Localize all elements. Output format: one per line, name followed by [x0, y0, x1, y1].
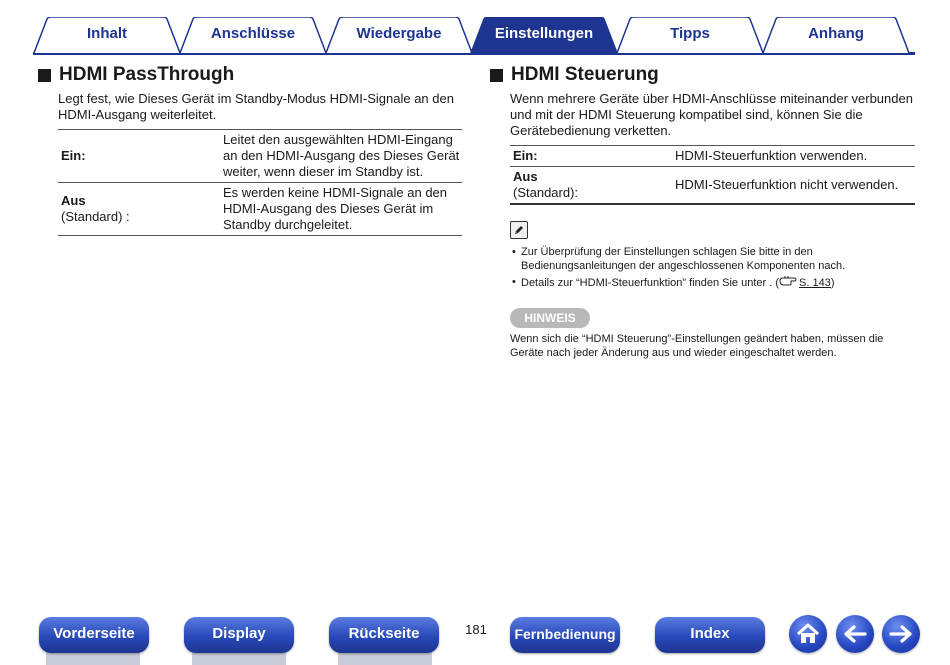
- section-title: HDMI PassThrough: [59, 64, 235, 85]
- tab-label: Anhang: [808, 25, 864, 42]
- table-row: [58, 183, 462, 236]
- tab-label: Einstellungen: [494, 25, 594, 42]
- option-name-cell: [58, 183, 220, 236]
- index-button[interactable]: Index: [655, 617, 765, 653]
- home-button[interactable]: [789, 615, 827, 653]
- hdmi-steuerung-section: [490, 64, 918, 360]
- section-title: HDMI Steuerung: [511, 64, 659, 85]
- table-row: [58, 130, 462, 183]
- square-bullet-icon: [38, 69, 51, 82]
- table-row: [510, 167, 915, 205]
- forward-arrow-icon: [888, 624, 914, 644]
- tab-tipps[interactable]: [616, 17, 764, 53]
- options-table: [510, 145, 915, 205]
- tab-anschlusse[interactable]: [179, 17, 327, 53]
- option-name: Aus: [61, 193, 86, 208]
- back-button[interactable]: [836, 615, 874, 653]
- notes-list: [512, 245, 918, 290]
- option-name-cell: [58, 130, 220, 183]
- page-reference-link[interactable]: [779, 275, 831, 290]
- option-name-cell: [510, 167, 672, 205]
- vorderseite-button[interactable]: Vorderseite: [39, 617, 149, 653]
- option-suffix: (Standard):: [513, 185, 579, 200]
- option-text: HDMI-Steuerfunktion verwenden.: [675, 148, 868, 163]
- display-button[interactable]: Display: [184, 617, 294, 653]
- option-suffix: (Standard) :: [61, 209, 130, 224]
- pencil-icon: [510, 221, 528, 239]
- note-text: Zur Überprüfung der Einstellungen schlagen Sie bitte in den Bedienungsanleitungen der angeschlossenen Komponenten nach.: [521, 246, 846, 272]
- page-reference[interactable]: S. 143: [799, 277, 831, 289]
- option-name: Ein:: [513, 148, 538, 163]
- tab-anhang[interactable]: [762, 17, 910, 53]
- option-name: Ein:: [61, 148, 86, 163]
- section-description: Legt fest, wie Dieses Gerät im Standby-Modus HDMI-Signale an den HDMI-Ausgang weiterleitet.: [58, 91, 454, 122]
- page-number: 181: [465, 622, 487, 637]
- options-table: [58, 129, 462, 236]
- tab-label: Tipps: [670, 25, 710, 42]
- tab-bar: [33, 15, 915, 55]
- hinweis-text: Wenn sich die “HDMI Steuerung”-Einstellungen geändert haben, müssen die Geräte nach jeder Änderung aus und wieder eingeschaltet werden.: [510, 333, 884, 359]
- tab-wiedergabe[interactable]: [325, 17, 473, 53]
- section-heading: [38, 64, 464, 86]
- tab-einstellungen[interactable]: [470, 17, 618, 53]
- hinweis-badge: HINWEIS: [510, 308, 590, 328]
- section-description: Wenn mehrere Geräte über HDMI-Anschlüsse miteinander verbunden und mit der HDMI Steuerung kompatibel sind, können Sie die Gerätebedienung verketten.: [510, 91, 913, 138]
- ruckseite-button[interactable]: Rückseite: [329, 617, 439, 653]
- tab-label: Anschlüsse: [210, 25, 296, 42]
- tab-label: Inhalt: [87, 25, 127, 42]
- home-icon: [795, 622, 821, 646]
- list-item: [512, 245, 918, 273]
- back-arrow-icon: [842, 624, 868, 644]
- option-text: HDMI-Steuerfunktion nicht verwenden.: [675, 177, 899, 192]
- forward-button[interactable]: [882, 615, 920, 653]
- square-bullet-icon: [490, 69, 503, 82]
- tab-inhalt[interactable]: [33, 17, 181, 53]
- section-heading: [490, 64, 918, 86]
- tab-label: Wiedergabe: [356, 25, 442, 42]
- fernbedienung-button[interactable]: Fernbedienung: [510, 617, 620, 653]
- option-text: Leitet den ausgewählten HDMI-Eingang an den HDMI-Ausgang des Dieses Gerät weiter, wenn dieser im Standby ist.: [223, 132, 460, 179]
- note-text: Details zur “HDMI-Steuerfunktion” finden Sie unter . (: [521, 277, 779, 289]
- option-text: Es werden keine HDMI-Signale an den HDMI-Ausgang des Dieses Gerät im Standby durchgeleitet.: [223, 185, 448, 232]
- note-after: ): [830, 277, 835, 289]
- hdmi-passthrough-section: [38, 64, 464, 236]
- option-name-cell: [510, 146, 672, 167]
- option-name: Aus: [513, 169, 538, 184]
- table-row: [510, 146, 915, 167]
- hand-pointer-icon: [779, 275, 799, 286]
- list-item: [512, 275, 918, 290]
